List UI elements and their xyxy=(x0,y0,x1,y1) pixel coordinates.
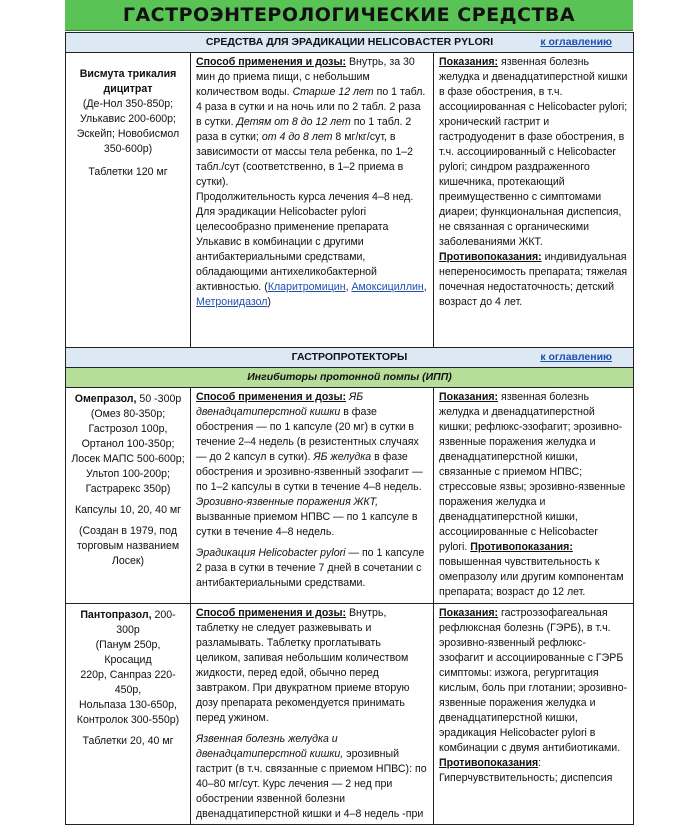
drug-name: Пантопразол, xyxy=(80,609,152,621)
drug-form: Капсулы 10, 20, 40 мг xyxy=(74,504,182,516)
text: Старше 12 лет xyxy=(292,86,374,98)
text: Внутрь, за 30 мин до приема пищи, с небольшим количеством воды. xyxy=(196,56,415,98)
text: — по 1 капсуле 2 раза в сутки в течение 7 дней в сочетании с антибактериальными средствами. xyxy=(196,547,425,589)
table-row xyxy=(66,53,634,348)
text: язвенная болезнь желудка и двенадцатиперстной кишки; рефлюкс-эзофагит; эрозивно-язвенные поражения желудка и двенадцатиперстной кишки, связанные с приемом НПВС; стрессовые язвы; эрозивно-язвенные поражения желудка и двенадцатиперстной кишки, ассоциированные с Helicobacter pylori. xyxy=(439,391,626,553)
brand-item: Улькавис 200-600р; xyxy=(80,113,176,125)
text: Детям от 8 до 12 лет xyxy=(236,116,351,128)
usage-label: Способ применения и дозы: xyxy=(196,607,347,619)
contraindications-label: Противопоказания: xyxy=(439,251,542,263)
drug-form: Таблетки 120 мг xyxy=(88,166,168,178)
brand-item: Эскейп; Новобисмол xyxy=(76,128,180,140)
drug-name: Омепразол, xyxy=(74,393,137,405)
indications-text xyxy=(439,55,628,250)
indications-text xyxy=(439,390,628,600)
contraindications-label: Противопоказания xyxy=(439,757,539,769)
brand-item: 350-600р) xyxy=(103,143,153,155)
text: Язвенная болезнь желудка и двенадцатиперстной кишки, xyxy=(196,733,344,760)
drug-table xyxy=(65,32,634,825)
usage-label: Способ применения и дозы: xyxy=(196,56,347,68)
toc-link[interactable]: к оглавлению xyxy=(540,36,613,48)
brand-item: Нольпаза 130-650р, xyxy=(79,699,177,711)
text: Эрадикация Helicobacter pylori xyxy=(196,547,346,559)
contraindications-text xyxy=(439,250,628,310)
indications-cell xyxy=(434,388,634,604)
drug-form: Таблетки 20, 40 мг xyxy=(82,735,174,747)
drug-name: дицитрат xyxy=(103,83,153,95)
text: вызванные приемом НПВС — по 1 капсуле в сутки в течение 4–8 недель. xyxy=(196,511,418,538)
text: ЯБ двенадцатиперстной кишки xyxy=(196,391,364,418)
text: ) xyxy=(267,296,271,308)
drug-cell xyxy=(66,53,191,348)
usage-cell xyxy=(191,388,434,604)
eradication-text xyxy=(196,205,428,310)
ulcer-dosage-text xyxy=(196,732,428,822)
text: по 1 табл. 4 раза в сутки и на ночь или по 2 табл. 2 раза в сутки. xyxy=(196,86,426,128)
usage-text xyxy=(196,390,428,540)
duration-text: Продолжительность курса лечения 4–8 нед. xyxy=(196,191,414,203)
drug-link[interactable]: Амоксициллин xyxy=(351,281,424,293)
text: язвенная болезнь желудка и двенадцатиперстной кишки в фазе обострения, в т.ч. ассоциированная с Helicobacter pylori; хронический гастрит и гастродуоденит в фазе обострения, в т.ч. ассоциированный с Helicobacter pylori; синдром раздраженного кишечника, протекающий преимущественно с симптомами диареи; функциональная диспепсия, не связанная с органическими заболеваниями ЖКТ. xyxy=(439,56,628,248)
drug-name: Висмута трикалия xyxy=(79,68,177,80)
drug-link[interactable]: Кларитромицин xyxy=(267,281,346,293)
brand-list xyxy=(71,407,185,497)
contraindications-text xyxy=(439,756,628,771)
text: по 1 табл. 2 раза в сутки; xyxy=(196,116,412,143)
toc-link[interactable]: к оглавлению xyxy=(540,351,613,363)
table-row xyxy=(66,604,634,825)
brand-item: Гастрозол 100р, xyxy=(88,423,168,435)
indications-cell xyxy=(434,604,634,825)
drug-price: 200-300р xyxy=(116,609,176,636)
text: повышенная чувствительность к омепразолу или другим компонентам препарата; возраст до 12 лет. xyxy=(439,556,624,598)
indications-text xyxy=(439,606,628,756)
text: в фазе обострения и эрозивно-язвенный эзофагит — по 1–2 капсулы в сутки в течение 4–8 недель. xyxy=(196,451,423,493)
table-row xyxy=(66,388,634,604)
text: , xyxy=(345,281,352,293)
brand-item: Лосек МАПС 500-600р; xyxy=(71,453,185,465)
text: ЯБ желудка xyxy=(313,451,372,463)
brand-item: (Панум 250р, Кросацид xyxy=(95,639,161,666)
drug-cell xyxy=(66,604,191,825)
contraindications-value: Гиперчувствительность; диспепсия xyxy=(439,772,613,784)
indications-label: Показания: xyxy=(439,391,499,403)
drug-cell xyxy=(66,388,191,604)
indications-cell xyxy=(434,53,634,348)
brand-item: Контролок 300-550р) xyxy=(76,714,180,726)
text: гастроэзофагеальная рефлюксная болезнь (ГЭРБ), в т.ч. эрозивно-язвенный рефлюкс-эзофагит и ассоциированные с ГЭРБ симптомы: изжога, регургитация кислым, боль при глотании; эрозивно-язвенные поражения желудка и двенадцатиперстной кишки, эрадикация Helicobacter pylori в комбинации с двумя антибиотиками. xyxy=(439,607,628,754)
usage-label: Способ применения и дозы: xyxy=(196,391,347,403)
text: Эрозивно-язвенные поражения ЖКТ, xyxy=(196,496,379,508)
indications-label: Показания: xyxy=(439,607,499,619)
section-header-gastroprotectors xyxy=(66,348,634,368)
brand-item: Ортанол 100-350р; xyxy=(81,438,175,450)
text: : xyxy=(538,757,542,769)
text: Для эрадикации Helicobacter pylori целесообразно применение препарата Улькавис в комбинации с другими антибактериальными средствами, обладающими антихеликобактерной активностью. ( xyxy=(196,206,389,293)
usage-cell xyxy=(191,53,434,348)
drug-note: (Создан в 1979, под торговым названием Лосек) xyxy=(76,525,180,567)
usage-text xyxy=(196,55,428,190)
section-header-helicobacter xyxy=(66,33,634,53)
text: Внутрь, таблетку не следует разжевывать и разламывать. Таблетку проглатывать целиком, запивая небольшим количеством жидкости, перед едой, обычно перед завтраком. При двукратном приеме вторую дозу препарата рекомендуется принимать перед ужином. xyxy=(196,607,410,724)
text: в фазе обострения — по 1 капсуле (20 мг) в сутки в течение 2–4 недель (в резистентных случаях — до 2 капсул в сутки). xyxy=(196,406,419,463)
drug-price: 50 -300р xyxy=(136,393,182,405)
brand-list xyxy=(71,97,185,157)
text: от 4 до 8 лет xyxy=(261,131,333,143)
brand-item: Ультоп 100-200р; xyxy=(86,468,170,480)
text: индивидуальная непереносимость препарата; тяжелая почечная недостаточность; детский возраст до 4 лет. xyxy=(439,251,628,308)
section-title: ГАСТРОПРОТЕКТОРЫ xyxy=(291,351,408,363)
brand-item: Гастрарекс 350р) xyxy=(85,483,171,495)
subsection-header-ppi xyxy=(66,368,634,388)
text: , xyxy=(423,281,427,293)
brand-item: (Омез 80-350р; xyxy=(90,408,166,420)
brand-list xyxy=(71,638,185,728)
page-title: ГАСТРОЭНТЕРОЛОГИЧЕСКИЕ СРЕДСТВА xyxy=(65,0,633,31)
text: 8 мг/кг/сут, в зависимости от массы тела ребенка, по 1–2 табл./сут (соответственно, в 1–2 приема в сутки). xyxy=(196,131,414,188)
eradication-text xyxy=(196,546,428,591)
subsection-title: Ингибиторы протонной помпы (ИПП) xyxy=(66,368,634,388)
contraindications-label: Противопоказания: xyxy=(470,541,573,553)
brand-item: 220р, Санпраз 220-450р, xyxy=(80,669,176,696)
usage-cell xyxy=(191,604,434,825)
brand-item: (Де-Нол 350-850р; xyxy=(82,98,174,110)
section-title: СРЕДСТВА ДЛЯ ЭРАДИКАЦИИ HELICOBACTER PYLORI xyxy=(205,36,494,48)
indications-label: Показания: xyxy=(439,56,499,68)
drug-link[interactable]: Метронидазол xyxy=(196,296,268,308)
text: эрозивный гастрит (в т.ч. связанные с приемом НПВС): по 40–80 мг/сут. Курс лечения — 2 нед при обострении язвенной болезни двенадцатиперстной кишки и 4–8 недель -при xyxy=(196,748,427,820)
usage-text xyxy=(196,606,428,726)
